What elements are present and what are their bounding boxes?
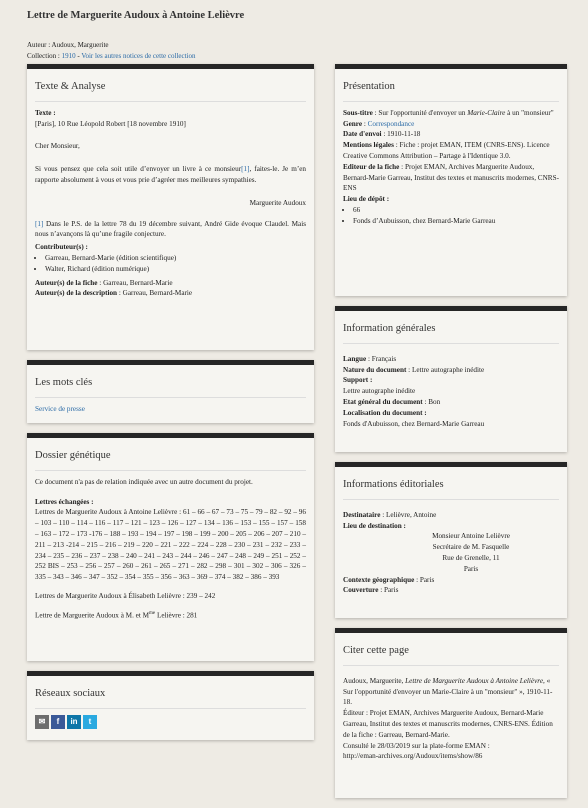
auteur-desc-value: : Garreau, Bernard-Marie bbox=[117, 289, 193, 298]
social-buttons bbox=[35, 715, 306, 729]
citation-title: Lettre de Marguerite Audoux à Antoine Lelièvre bbox=[405, 676, 544, 685]
list-item: • Fonds d’Aubuisson, chez Bernard-Marie Garreau bbox=[353, 216, 559, 227]
contributeurs-list bbox=[35, 253, 306, 275]
lettres-lelievre: Lettres de Marguerite Audoux à Antoine Lelièvre : 61 – 66 – 67 – 73 – 75 – 79 – 82 – 92 – 96 – 103 – 110 – 114 – 116 – 117 – 121 – 123 – 126 – 127 – 134 – 136 – 153 – 155 – 157 – 158 – 163 – 172 – 173 -176 – 188 – 193 – 194 – 197 – 198 – 199 – 200 – 205 – 206 – 207 – 210 – 211 – 213 -214 – 215 – 216 – 219 – 220 – 221 – 222 – 224 – 228 – 230 – 231 – 232 – 233 – 234 – 235 – 236 – 237 – 238 – 240 – 241 – 243 – 244 – 246 – 247 – 248 – 249 – 251 – 252 – 252 BIS – 253 – 256 – 257 – 260 – 261 – 265 – 271 – 282 – 298 – 301 – 302 – 306 – 326 – 335 – 343 – 346 – 347 – 352 – 354 – 355 – 356 – 363 – 369 – 374 – 382 – 386 – 393 bbox=[35, 508, 306, 582]
genre-sep: : bbox=[362, 119, 368, 128]
panel-title: Information générales bbox=[343, 317, 559, 344]
auteur-line bbox=[27, 40, 567, 51]
mentions-value: : Fiche : projet EMAN, ITEM (CNRS-ENS). Licence Creative Commons Attribution – Partage à l'Identique 3.0. bbox=[343, 141, 550, 160]
panel-title: Texte & Analyse bbox=[35, 75, 306, 102]
collection-line bbox=[27, 51, 567, 62]
no-relation-text: Ce document n'a pas de relation indiquée avec un autre document du projet. bbox=[35, 477, 253, 486]
support-value: Lettre autographe inédite bbox=[343, 387, 416, 396]
contexte-value: : Paris bbox=[414, 575, 435, 584]
collection-notices-link[interactable]: Voir les autres notices de cette collection bbox=[81, 51, 196, 60]
panel-title: Les mots clés bbox=[35, 371, 306, 398]
footnote-ref-link[interactable]: [1] bbox=[241, 165, 250, 174]
auteur-value: Audoux, Marguerite bbox=[51, 40, 109, 49]
langue-label: Langue bbox=[343, 354, 367, 363]
langue-value: : Français bbox=[366, 354, 397, 363]
letter-address: [Paris], 10 Rue Léopold Robert [18 novembre 1910] bbox=[35, 119, 186, 128]
couverture-value: : Paris bbox=[378, 586, 399, 595]
lettres-elisabeth: Lettres de Marguerite Audoux à Élisabeth Lelièvre : 239 – 242 bbox=[35, 591, 216, 600]
nature-value: : Lettre autographe inédite bbox=[406, 365, 485, 374]
letter-salutation: Cher Monsieur, bbox=[35, 142, 80, 151]
soustitre-text-cont: à un "monsieur" bbox=[505, 108, 554, 117]
lieu-dest-address bbox=[343, 531, 559, 574]
dossier-genetique-panel bbox=[27, 433, 314, 661]
soustitre-text: : Sur l'opportunité d'envoyer un bbox=[372, 108, 468, 117]
couverture-line bbox=[343, 585, 559, 596]
date-label: Date d'envoi bbox=[343, 130, 382, 139]
citation-author: Audoux, Marguerite, bbox=[343, 676, 406, 685]
genre-label: Genre bbox=[343, 119, 363, 128]
list-item: • Garreau, Bernard-Marie (édition scientifique) bbox=[45, 253, 306, 264]
panel-title: Réseaux sociaux bbox=[35, 682, 306, 709]
etat-value: : Bon bbox=[422, 397, 441, 406]
soustitre-italic: Marie-Claire bbox=[467, 108, 506, 117]
etat-label: Etat général du document bbox=[343, 397, 423, 406]
texte-analyse-panel bbox=[27, 64, 314, 350]
linkedin-icon[interactable]: in bbox=[67, 715, 81, 729]
contexte-line bbox=[343, 575, 559, 586]
contributeurs-label: Contributeur(s) : bbox=[35, 243, 88, 252]
facebook-icon[interactable]: f bbox=[51, 715, 65, 729]
information-generales-panel bbox=[335, 306, 567, 452]
langue-line bbox=[343, 354, 559, 365]
localisation-label: Localisation du document : bbox=[343, 408, 427, 417]
support-label: Support : bbox=[343, 376, 373, 385]
lieu-dest-label: Lieu de destination : bbox=[343, 521, 406, 530]
mentions-line bbox=[343, 140, 559, 162]
auteur-desc-label: Auteur(s) de la description bbox=[35, 289, 118, 298]
date-value: : 1910-11-18 bbox=[381, 130, 421, 139]
mentions-label: Mentions légales bbox=[343, 141, 394, 150]
lettres-label: Lettres échangées : bbox=[35, 497, 94, 506]
auteur-fiche-label: Auteur(s) de la fiche bbox=[35, 278, 98, 287]
citer-panel bbox=[335, 628, 567, 798]
destinataire-label: Destinataire bbox=[343, 510, 381, 519]
lieu-depot-list bbox=[343, 205, 559, 227]
nature-label: Nature du document bbox=[343, 365, 407, 374]
citation-url: http://eman-archives.org/Audoux/items/show/86 bbox=[343, 752, 483, 761]
address-line: Paris bbox=[463, 564, 479, 573]
mail-icon[interactable]: ✉ bbox=[35, 715, 49, 729]
reseaux-sociaux-panel bbox=[27, 671, 314, 740]
letter-body-text: Si vous pensez que cela soit utile d’envoyer un livre à ce monsieur bbox=[35, 165, 242, 174]
keyword-link[interactable]: Service de presse bbox=[35, 404, 85, 413]
auteur-label: Auteur : bbox=[27, 40, 51, 49]
lettre-mm-text-cont: Lelièvre : 281 bbox=[155, 611, 198, 620]
lettre-mm-text: Lettre de Marguerite Audoux à M. et M bbox=[35, 611, 150, 620]
editeur-line bbox=[343, 162, 559, 194]
collection-separator: - bbox=[75, 51, 82, 60]
footnote bbox=[35, 219, 306, 241]
page-title: Lettre de Marguerite Audoux à Antoine Lelièvre bbox=[27, 10, 245, 21]
left-column bbox=[27, 64, 314, 750]
right-column bbox=[335, 64, 567, 808]
address-line: Rue de Grenelle, 11 bbox=[442, 553, 500, 562]
lettre-mm bbox=[35, 610, 306, 621]
citation-text bbox=[343, 676, 559, 708]
couverture-label: Couverture bbox=[343, 586, 379, 595]
contexte-label: Contexte géographique bbox=[343, 575, 415, 584]
destinataire-value: : Lelièvre, Antoine bbox=[380, 510, 437, 519]
soustitre-line bbox=[343, 108, 559, 119]
letter-signature: Marguerite Audoux bbox=[249, 198, 306, 207]
presentation-panel bbox=[335, 64, 567, 296]
list-item: • 66 bbox=[353, 205, 559, 216]
date-line bbox=[343, 129, 559, 140]
localisation-value: Fonds d'Aubuisson, chez Bernard-Marie Garreau bbox=[343, 419, 485, 428]
mots-cles-panel bbox=[27, 360, 314, 423]
texte-label: Texte : bbox=[35, 108, 56, 117]
address-line: Secrétaire de M. Fasquelle bbox=[432, 543, 510, 552]
citation-editeur: Éditeur : Projet EMAN, Archives Marguerite Audoux, Bernard-Marie Garreau, Institut des textes et manuscrits modernes, CNRS-ENS. Édition de la fiche : Garreau, Bernard-Marie. bbox=[343, 709, 553, 739]
panel-title: Informations éditoriales bbox=[343, 473, 559, 500]
citation-rest: , « Sur l'opportunité d'envoyer un Marie-Claire à un "monsieur" », 1910-11-18. bbox=[343, 676, 553, 707]
editeur-label: Editeur de la fiche bbox=[343, 162, 400, 171]
twitter-icon[interactable]: t bbox=[83, 715, 97, 729]
genre-line bbox=[343, 119, 559, 130]
page-header bbox=[27, 8, 567, 62]
informations-editoriales-panel bbox=[335, 462, 567, 618]
destinataire-line bbox=[343, 510, 559, 521]
panel-title: Dossier génétique bbox=[35, 444, 306, 471]
collection-year-link[interactable]: 1910 bbox=[61, 51, 76, 60]
panel-title: Présentation bbox=[343, 75, 559, 102]
letter-body bbox=[35, 164, 306, 186]
etat-line bbox=[343, 397, 559, 408]
footnote-text: Dans le P.S. de la lettre 78 du 19 décembre suivant, André Gide évoque Claudel. Mais nous n’avançons là qu’une fragile conjecture. bbox=[35, 219, 306, 239]
auteur-fiche-value: : Garreau, Bernard-Marie bbox=[97, 278, 173, 287]
panel-title: Citer cette page bbox=[343, 639, 559, 666]
nature-line bbox=[343, 365, 559, 376]
lieu-depot-label: Lieu de dépôt : bbox=[343, 195, 390, 204]
genre-link[interactable]: Correspondance bbox=[367, 119, 415, 128]
footnote-back-link[interactable]: [1] bbox=[35, 219, 44, 228]
letter-body-text-cont: , faites-le. Je m’en rapporte absolument à vous et vous prie d’agréer mes meilleures sympathies. bbox=[35, 165, 307, 184]
citation-consulte: Consulté le 28/03/2019 sur la plate-forme EMAN : bbox=[343, 741, 490, 750]
collection-label: Collection : bbox=[27, 51, 60, 60]
auteur-desc-line bbox=[35, 288, 306, 299]
lettre-mm-sup: me bbox=[149, 610, 156, 616]
editeur-value: : Projet EMAN, Archives Marguerite Audoux, Bernard-Marie Garreau, Institut des textes et manuscrits modernes, CNRS-ENS bbox=[343, 162, 559, 193]
address-line: Monsieur Antoine Lelièvre bbox=[432, 532, 510, 541]
list-item: • Walter, Richard (édition numérique) bbox=[45, 264, 306, 275]
soustitre-label: Sous-titre bbox=[343, 108, 373, 117]
auteur-fiche-line bbox=[35, 278, 306, 289]
